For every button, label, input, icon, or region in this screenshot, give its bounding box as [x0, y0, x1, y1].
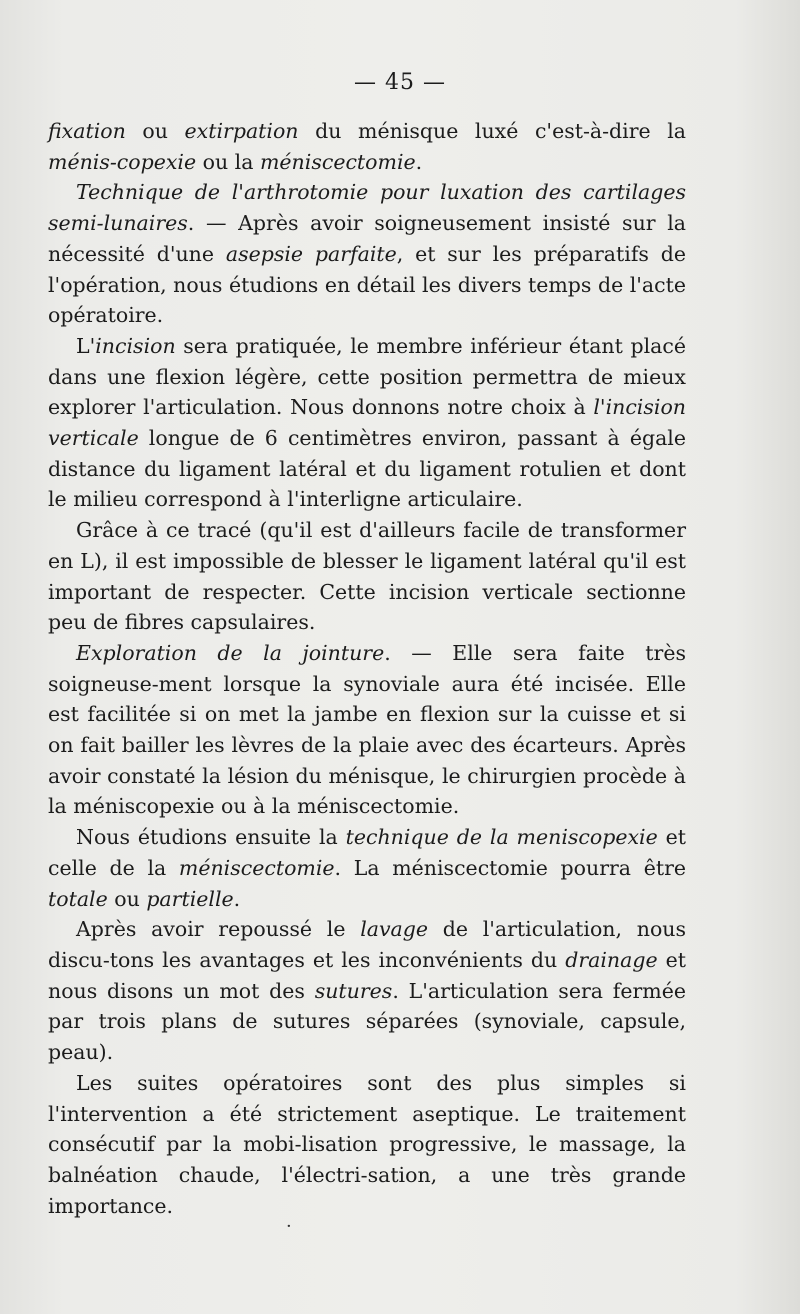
paragraph — [48, 177, 686, 331]
text-run: ou — [107, 886, 147, 911]
text-run: . L'articulation sera fermée par trois plans de sutures séparées (synoviale, capsule, peau). — [48, 978, 686, 1065]
paragraph — [48, 116, 686, 177]
italic-text: totale — [48, 886, 108, 911]
italic-text: drainage — [565, 947, 658, 972]
text-run: Grâce à ce tracé (qu'il est d'ailleurs facile de transformer en L), il est impossible de blesser le ligament latéral qu'il est important de respecter. Cette incision verticale sectionne peu de fibres capsulaires. — [48, 518, 686, 635]
text-run: Les suites opératoires sont des plus simples si l'intervention a été strictement aseptique. Le traitement consécutif par la mobi-lisation progressive, le massage, la balnéation chaude, l'électri-sation, a une très grande importance. — [48, 1070, 686, 1218]
text-run: . — Elle sera faite très soigneuse-ment lorsque la synoviale aura été incisée. Elle est facilitée si on met la jambe en flexion sur la cuisse et si on fait bailler les lèvres de la plaie avec des écarteurs. Après avoir constaté la lésion du ménisque, le chirurgien procède à la méniscopexie ou à la méniscectomie. — [48, 640, 686, 819]
italic-text: extirpation — [184, 119, 299, 143]
text-run: et nous disons un mot des — [48, 947, 687, 1003]
text-run: du ménisque luxé c'est-à-dire la — [298, 119, 687, 143]
text-run: sera pratiquée, le membre inférieur étant placé dans une flexion légère, cette position permettra de mieux explorer l'articulation. Nous donnons notre choix à — [48, 333, 686, 420]
text-run: L' — [76, 333, 96, 358]
text-run: , et sur les préparatifs de l'opération, nous étudions en détail les divers temps de l'acte opératoire. — [48, 241, 687, 328]
text-run: et celle de la — [48, 825, 687, 880]
paragraph — [48, 1068, 686, 1222]
body-text — [48, 116, 686, 1221]
italic-text: l'incision verticale — [48, 395, 686, 451]
text-run: longue de 6 centimètres environ, passant à égale distance du ligament latéral et du ligament rotulien et dont le milieu correspond à l'interligne articulaire. — [48, 426, 686, 512]
italic-text: Exploration de la jointure — [76, 640, 385, 665]
paragraph — [48, 515, 686, 638]
paragraph — [48, 914, 686, 1068]
text-run: Nous étudions ensuite la — [76, 825, 346, 850]
text-run: ou la — [196, 149, 260, 174]
text-run: . — [415, 149, 423, 174]
paragraph — [48, 822, 686, 914]
italic-text: lavage — [360, 917, 429, 942]
italic-text: méniscectomie — [178, 855, 335, 880]
italic-text: méniscectomie — [259, 149, 416, 174]
ink-speck: · — [286, 1216, 292, 1237]
italic-text: incision — [95, 333, 176, 358]
italic-text: sutures — [314, 978, 393, 1003]
italic-text: Technique de l'arthrotomie pour luxation des cartilages semi-lunaires — [48, 180, 686, 236]
italic-text: technique de la meniscopexie — [345, 825, 658, 850]
text-run: . — Après avoir soigneusement insisté sur la nécessité d'une — [48, 211, 686, 266]
text-run: de l'articulation, nous discu-tons les avantages et les inconvénients du — [48, 917, 687, 972]
text-run: Après avoir repoussé le — [76, 917, 361, 942]
text-run: . La méniscectomie pourra être — [334, 855, 686, 880]
paragraph — [48, 331, 686, 515]
italic-text: ménis-copexie — [48, 149, 197, 174]
italic-text: fixation — [48, 119, 126, 143]
text-run: . — [233, 886, 241, 911]
italic-text: partielle — [146, 886, 234, 911]
italic-text: asepsie parfaite — [225, 241, 397, 266]
page-number: — 45 — — [354, 70, 446, 95]
paragraph — [48, 638, 686, 822]
text-run: ou — [125, 119, 185, 143]
